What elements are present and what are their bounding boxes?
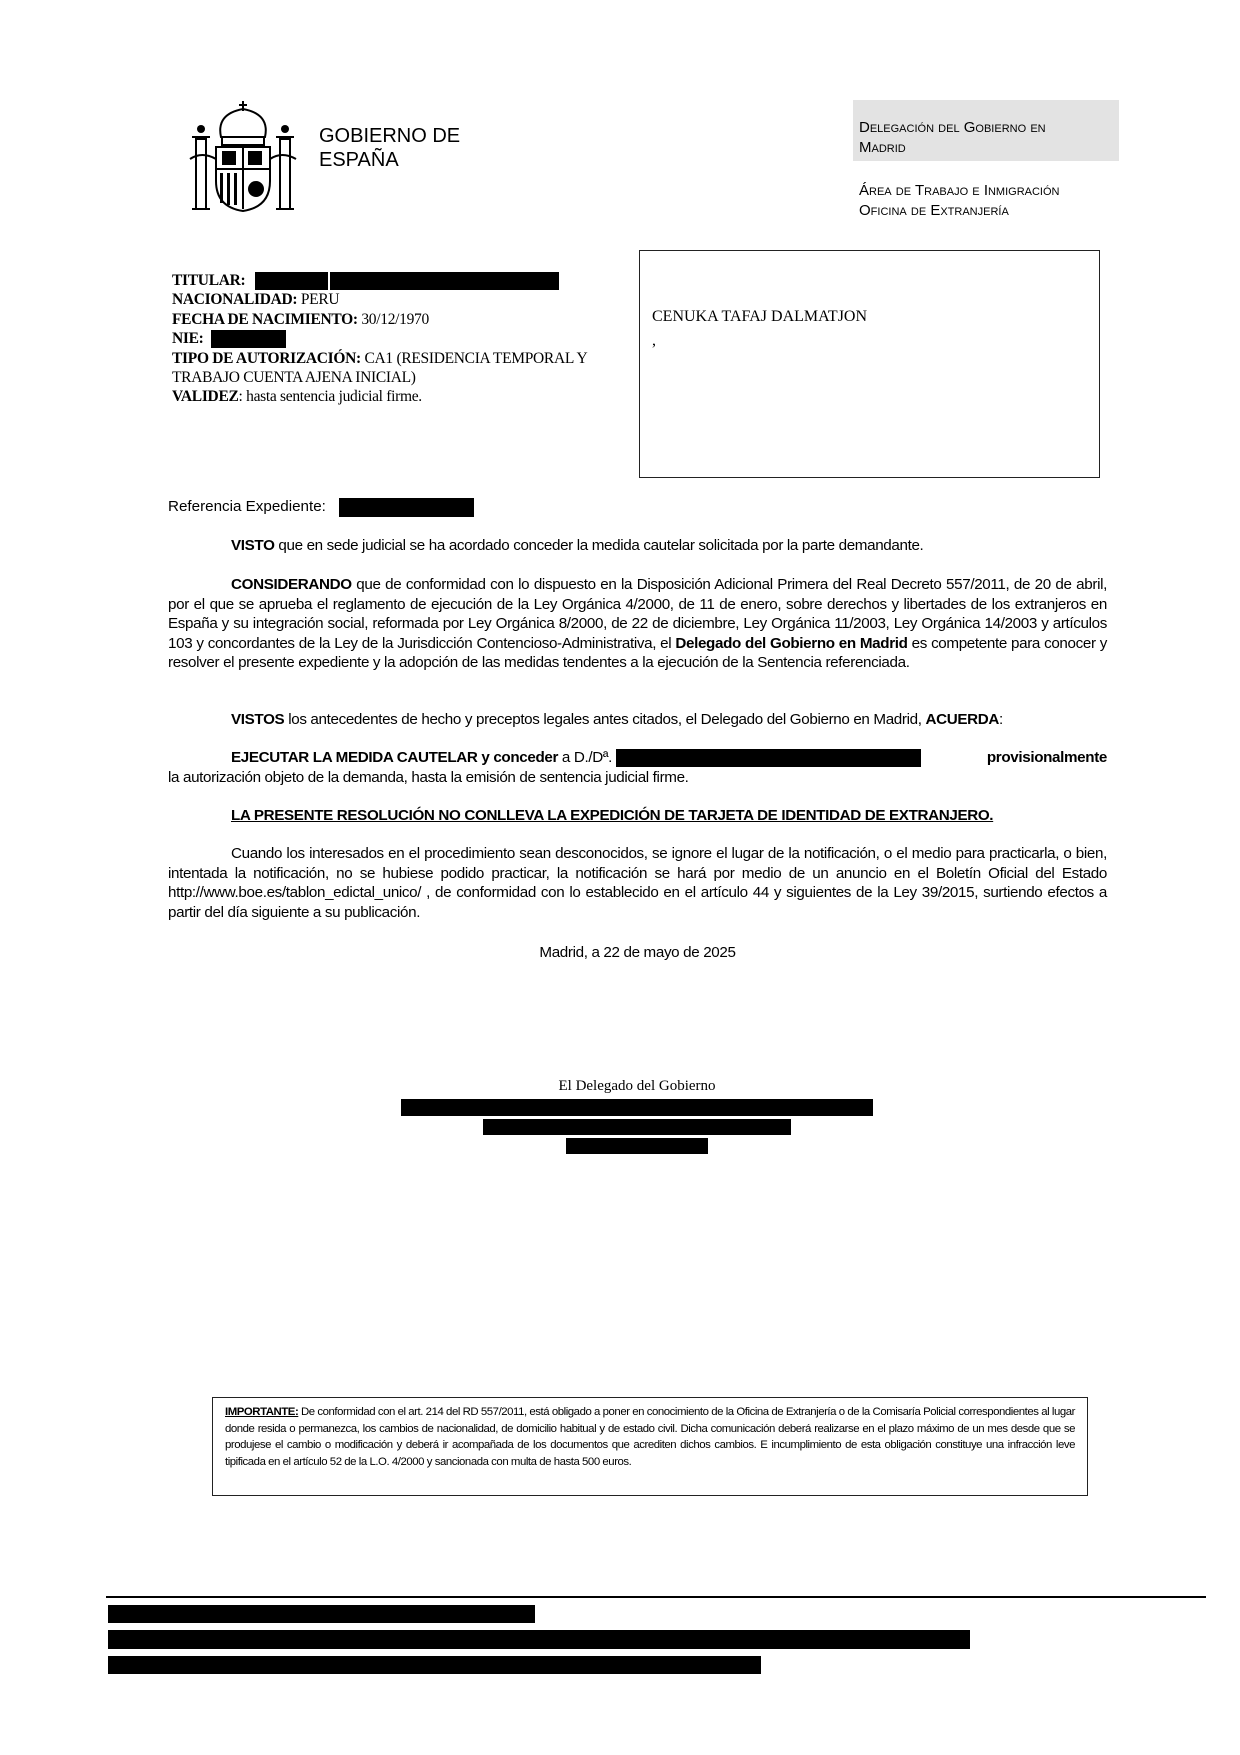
fecha-row xyxy=(172,310,632,329)
considerando-text-1: que de conformidad con lo dispuesto en la Disposición Adicional Primera del Real Decreto 557/2011, de 20 de abril, por el que se aprueba el reglamento de ejecución de la Ley Orgánica 4/2000, de 11 de enero, sobre derechos y libertades de los extranjeros en España y su integración social, reformada por Ley Orgánica 8/2000, de 22 de diciembre, Ley Orgánica 11/2003, Ley Orgánica 14/2003 y artículos 103 y concordantes de la Ley de la Jurisdicción Contencioso-Administrativa, el xyxy=(168,576,1107,652)
footer-divider xyxy=(106,1596,1206,1598)
government-line-2: ESPAÑA xyxy=(319,149,399,171)
redaction-footer-2 xyxy=(108,1630,970,1649)
fecha-value: 30/12/1970 xyxy=(361,310,429,328)
recipient-address: , xyxy=(652,332,656,349)
government-name xyxy=(319,124,460,172)
nacionalidad-label: NACIONALIDAD: xyxy=(172,291,298,309)
delegation-line-2: Madrid xyxy=(859,139,906,156)
nacionalidad-row xyxy=(172,290,632,309)
acuerda-colon: : xyxy=(998,711,1003,728)
redaction-reference xyxy=(339,498,474,517)
coat-of-arms-logo xyxy=(186,99,300,215)
redaction-beneficiary xyxy=(616,749,921,767)
redaction-footer-3 xyxy=(108,1656,761,1674)
area-line: Área de Trabajo e Inmigración xyxy=(859,182,1060,199)
nacionalidad-value: PERU xyxy=(300,291,340,309)
provisionalmente-bold: provisionalmente xyxy=(986,749,1107,766)
redaction-signature-3 xyxy=(566,1138,708,1154)
office-line: Oficina de Extranjería xyxy=(859,202,1009,219)
tipo-value: CA1 (RESIDENCIA TEMPORAL Y TRABAJO CUENTA AJENA INICIAL) xyxy=(172,349,587,387)
cuando-text: Cuando los interesados en el procedimiento sean desconocidos, se ignore el lugar de la notificación, o el medio para practicarla, o bien, intentada la notificación, no se hubiese podido practicar, la notificación se hará por medio de un anuncio en el Boletín Oficial del Estado http://www.boe.es/tablon_edictal_unico/ , de conformidad con lo establecido en el artículo 44 y siguientes de la Ley 39/2015, surtiendo efectos a partir del día siguiente a su publicación. xyxy=(168,845,1107,921)
vistos-bold: VISTOS xyxy=(231,711,285,728)
redaction-signature-1 xyxy=(401,1099,873,1116)
considerando-text-2: es competente para conocer y resolver el presente expediente y la adopción de las medidas tendentes a la ejecución de la Sentencia referenciada. xyxy=(168,634,1107,672)
recipient-name: CENUKA TAFAJ DALMATJON xyxy=(652,308,868,325)
area-office xyxy=(859,181,1059,221)
validez-label: VALIDEZ xyxy=(172,388,239,406)
nie-label: NIE: xyxy=(172,330,204,348)
signature-title: El Delegado del Gobierno xyxy=(558,1078,716,1094)
redaction-titular-2 xyxy=(330,272,559,290)
delegation-line-1: Delegación del Gobierno en xyxy=(859,119,1046,136)
considerando-bold: CONSIDERANDO xyxy=(231,576,352,593)
validez-row xyxy=(172,387,632,406)
ejecutar-text: a D./Dª. xyxy=(558,749,616,766)
ejecutar-line-2: la autorización objeto de la demanda, hasta la emisión de sentencia judicial firme. xyxy=(168,768,689,786)
delegation-name xyxy=(859,118,1046,158)
important-notice-box xyxy=(212,1397,1088,1496)
redaction-titular-1 xyxy=(255,272,328,290)
paragraph-visto xyxy=(168,536,1107,556)
ejecutar-bold: EJECUTAR LA MEDIDA CAUTELAR y conceder xyxy=(231,749,559,766)
validez-value: : hasta sentencia judicial firme. xyxy=(238,388,422,406)
notice-text: LA PRESENTE RESOLUCIÓN NO CONLLEVA LA EXPEDICIÓN DE TARJETA DE IDENTIDAD DE EXTRANJERO. xyxy=(231,807,994,824)
paragraph-considerando xyxy=(168,575,1107,673)
important-label: IMPORTANTE: xyxy=(225,1406,299,1418)
paragraph-vistos xyxy=(168,710,1107,730)
place-date-text: Madrid, a 22 de mayo de 2025 xyxy=(539,944,736,961)
paragraph-ejecutar xyxy=(168,748,1107,787)
vistos-text: los antecedentes de hecho y preceptos legales antes citados, el Delegado del Gobierno en Madrid, xyxy=(284,711,926,728)
ejecutar-line-1 xyxy=(168,748,1107,768)
visto-text: que en sede judicial se ha acordado conceder la medida cautelar solicitada por la parte demandante. xyxy=(274,537,924,554)
reference-label: Referencia Expediente: xyxy=(168,498,326,515)
address-box xyxy=(639,250,1100,478)
redaction-nie xyxy=(211,330,286,348)
fecha-label: FECHA DE NACIMIENTO: xyxy=(172,310,358,328)
reference-expediente xyxy=(168,498,326,515)
tipo-label: TIPO DE AUTORIZACIÓN: xyxy=(172,349,361,367)
redaction-footer-1 xyxy=(108,1605,535,1623)
visto-bold: VISTO xyxy=(231,537,275,554)
important-text: De conformidad con el art. 214 del RD 557/2011, está obligado a poner en conocimiento de la Oficina de Extranjería o de la Comisaría Policial correspondientes al lugar donde resida o permanezca, los cambios de nacionalidad, de domicilio habitual y de estado civil. Dicha comunicación deberá realizarse en el plazo máximo de un mes desde que se produjese el cambio o modificación y deberá ir acompañada de los documentos que acrediten dichos cambios. E incumplimiento de esta obligación constituye una infracción leve tipificada en el artículo 52 de la L.O. 4/2000 y sancionada con multa de hasta 500 euros. xyxy=(225,1406,1075,1468)
tipo-row xyxy=(172,349,632,388)
paragraph-cuando xyxy=(168,844,1107,922)
place-date xyxy=(168,943,1107,963)
government-line-1: GOBIERNO DE xyxy=(319,125,461,147)
redaction-signature-2 xyxy=(483,1119,791,1135)
no-tie-notice xyxy=(168,806,1107,826)
acuerda-bold: ACUERDA xyxy=(925,711,999,728)
considerando-bold-2: Delegado del Gobierno en Madrid xyxy=(675,634,908,652)
titular-label: TITULAR: xyxy=(172,272,246,289)
